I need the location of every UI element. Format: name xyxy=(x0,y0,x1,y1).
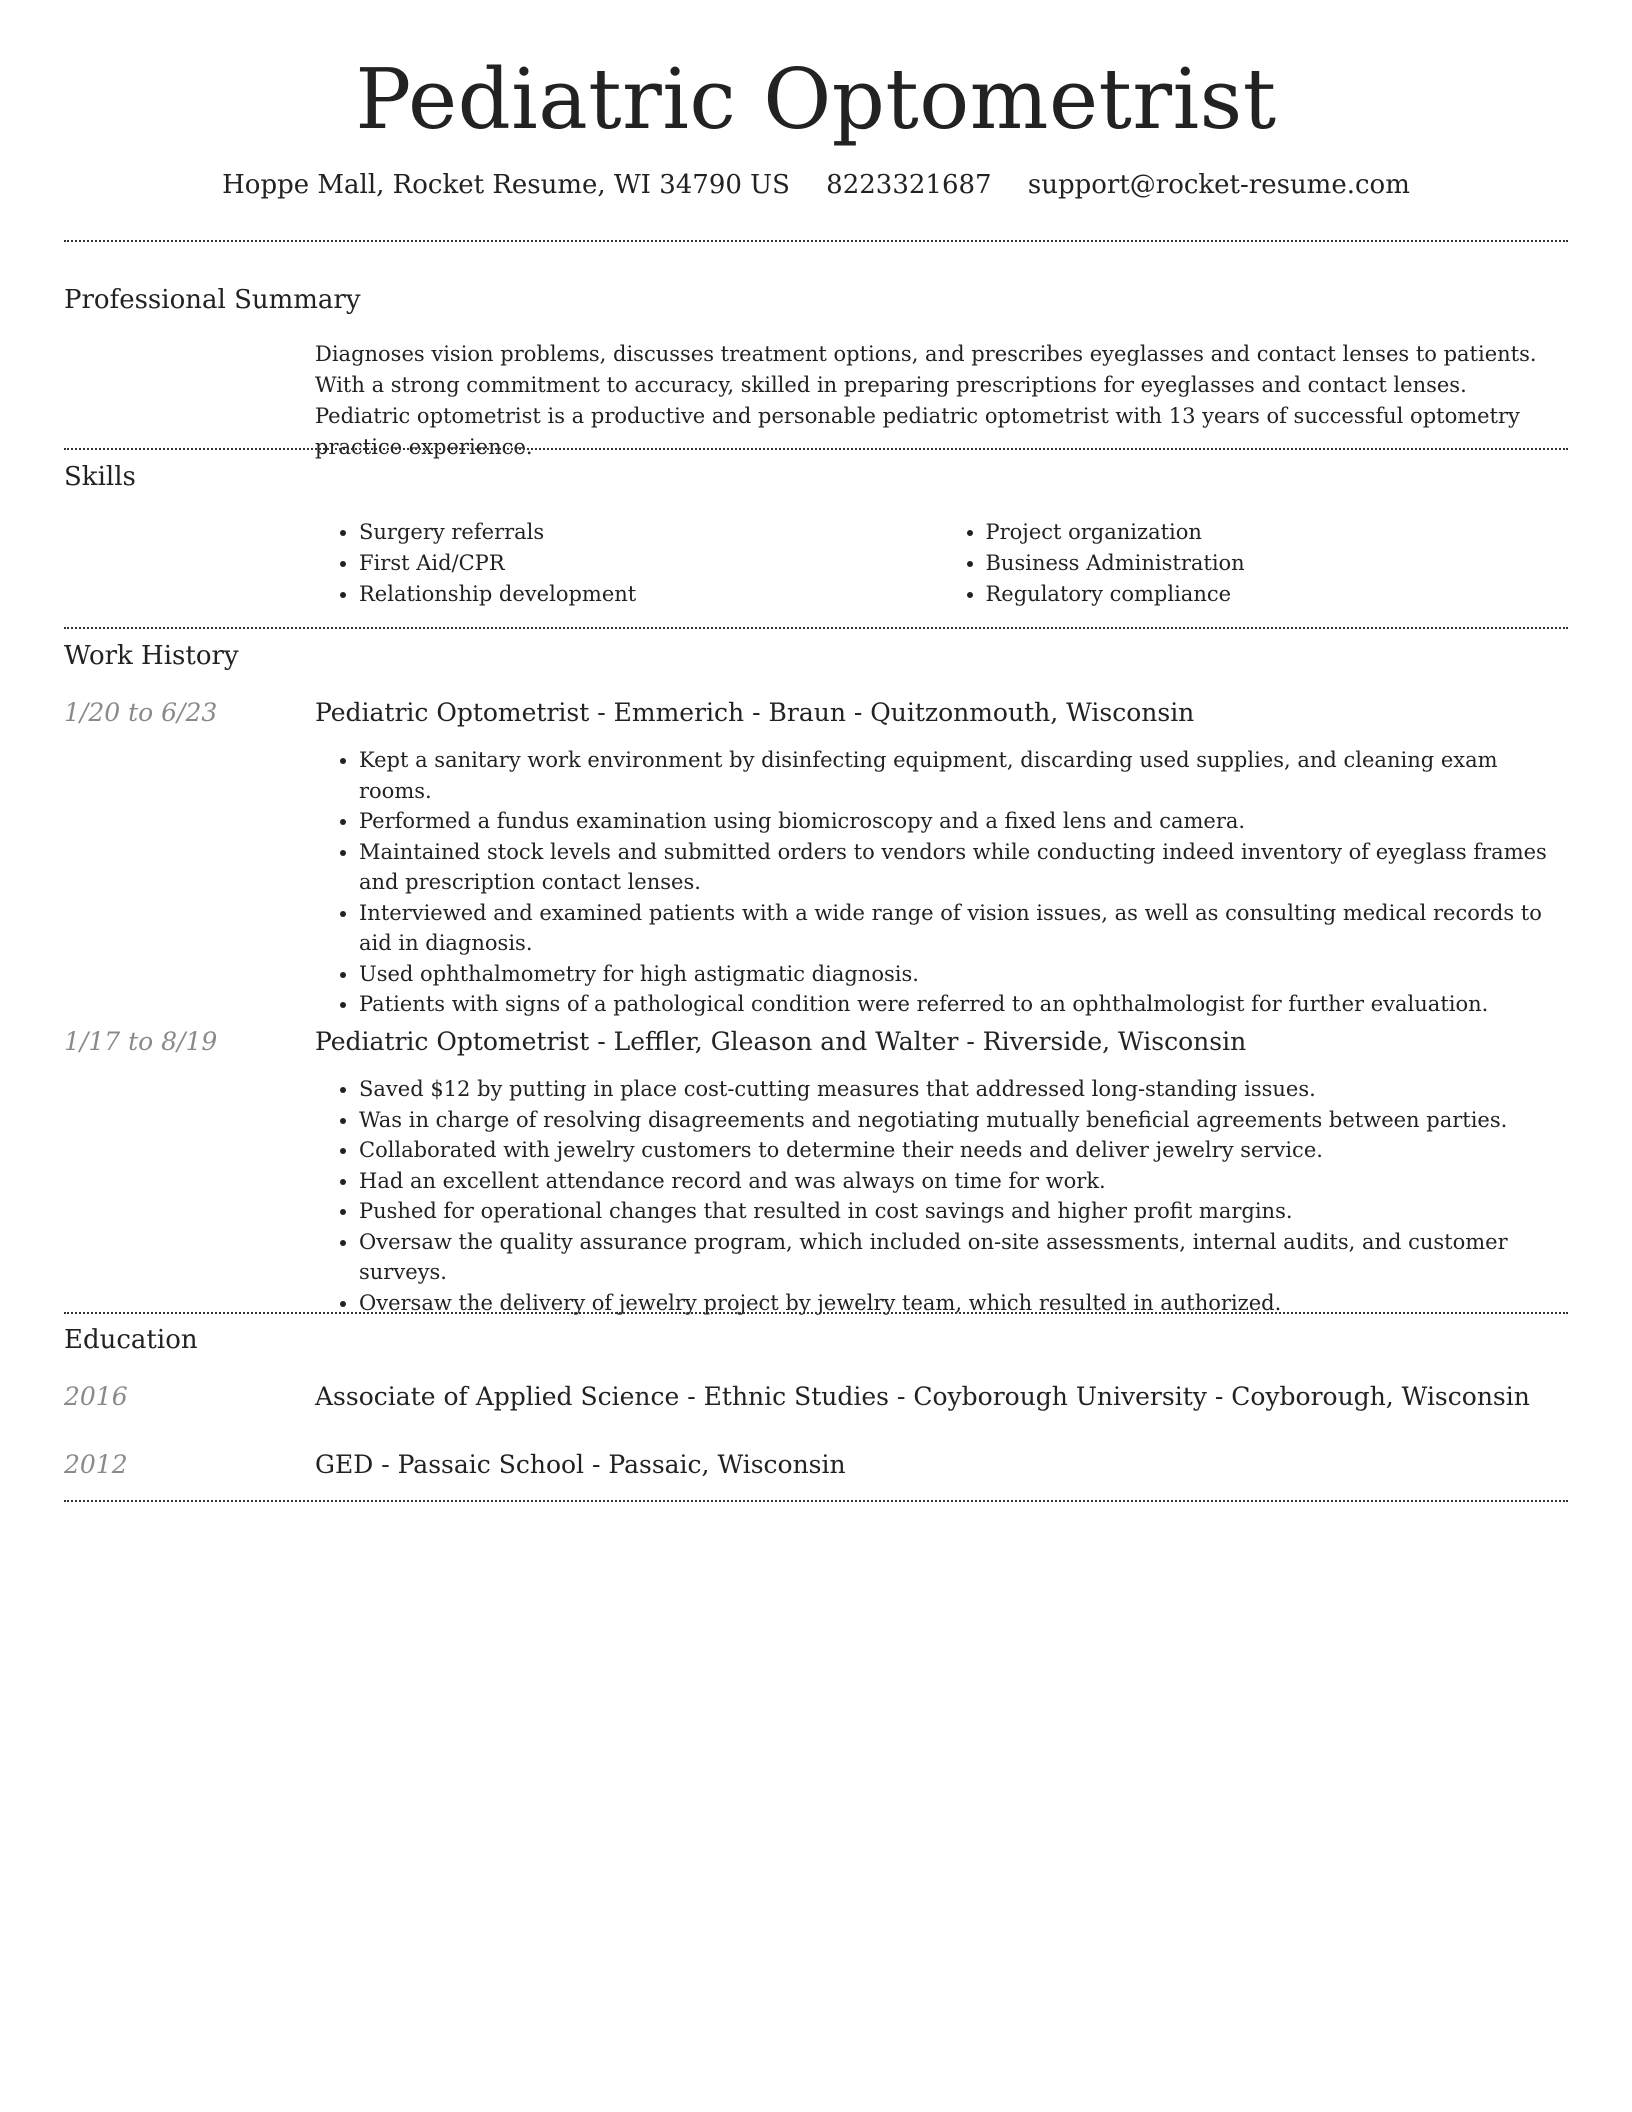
skill-item: • Regulatory compliance xyxy=(986,579,1569,610)
duty-item: • Kept a sanitary work environment by disinfecting equipment, discarding used supplies, and cleaning exam rooms. xyxy=(359,745,1568,806)
divider xyxy=(64,1312,1568,1314)
summary-text: Diagnoses vision problems, discusses treatment options, and prescribes eyeglasses and contact lenses to patients. With a strong commitment to accuracy, skilled in preparing prescriptions for eyeglasses and contact lenses. Pediatric optometrist is a productive and personable pediatric optometrist with 13 years of successful optometry practice experience. xyxy=(315,342,1537,459)
duty-item: • Saved $12 by putting in place cost-cutting measures that addressed long-standing issues. xyxy=(359,1074,1568,1105)
job-dates: 1/17 to 8/19 xyxy=(64,1027,218,1056)
job-title: Pediatric Optometrist - Leffler, Gleason and Walter - Riverside, Wisconsin xyxy=(315,1027,1247,1056)
resume-page xyxy=(64,0,1568,1479)
duty-item: • Collaborated with jewelry customers to determine their needs and deliver jewelry service. xyxy=(359,1135,1568,1166)
duty-item: • Had an excellent attendance record and was always on time for work. xyxy=(359,1166,1568,1197)
duty-item: • Was in charge of resolving disagreements and negotiating mutually beneficial agreements between parties. xyxy=(359,1105,1568,1136)
divider xyxy=(64,240,1568,242)
contact-phone: 8223321687 xyxy=(826,170,992,200)
duty-item: • Interviewed and examined patients with a wide range of vision issues, as well as consulting medical records to aid in diagnosis. xyxy=(359,898,1568,959)
skills-column-right xyxy=(942,517,1569,610)
skill-item: • Surgery referrals xyxy=(359,517,942,548)
contact-address: Hoppe Mall, Rocket Resume, WI 34790 US xyxy=(222,170,790,200)
summary-heading: Professional Summary xyxy=(64,285,361,315)
divider xyxy=(64,627,1568,629)
education-year: 2012 xyxy=(64,1450,128,1479)
skills-heading: Skills xyxy=(64,462,136,492)
education-heading: Education xyxy=(64,1325,198,1355)
education-year: 2016 xyxy=(64,1382,128,1411)
duty-item: • Oversaw the quality assurance program, which included on-site assessments, internal audits, and customer surveys. xyxy=(359,1227,1568,1288)
duty-item: • Patients with signs of a pathological condition were referred to an ophthalmologist for further evaluation. xyxy=(359,989,1568,1020)
divider xyxy=(64,448,1568,450)
skill-item: • First Aid/CPR xyxy=(359,548,942,579)
divider xyxy=(64,1500,1568,1502)
duty-item: • Performed a fundus examination using biomicroscopy and a fixed lens and camera. xyxy=(359,806,1568,837)
duty-item: • Pushed for operational changes that resulted in cost savings and higher profit margins. xyxy=(359,1196,1568,1227)
work-history-heading: Work History xyxy=(64,641,239,671)
duty-item: • Maintained stock levels and submitted orders to vendors while conducting indeed inventory of eyeglass frames and prescription contact lenses. xyxy=(359,837,1568,898)
skills-column-left xyxy=(315,517,942,610)
duty-item: • Oversaw the delivery of jewelry project by jewelry team, which resulted in authorized. xyxy=(359,1288,1568,1319)
job-duties xyxy=(315,1074,1568,1318)
contact-email: support@rocket-resume.com xyxy=(1027,170,1410,200)
job-title: Pediatric Optometrist - Emmerich - Braun - Quitzonmouth, Wisconsin xyxy=(315,698,1195,727)
skill-item: • Business Administration xyxy=(986,548,1569,579)
skill-item: • Project organization xyxy=(986,517,1569,548)
duty-item: • Used ophthalmometry for high astigmatic diagnosis. xyxy=(359,959,1568,990)
education-entry: GED - Passaic School - Passaic, Wisconsin xyxy=(315,1450,846,1479)
resume-title: Pediatric Optometrist xyxy=(355,51,1277,148)
skills-list xyxy=(315,517,1568,610)
contact-line xyxy=(64,168,1568,202)
education-entry: Associate of Applied Science - Ethnic Studies - Coyborough University - Coyborough, Wisconsin xyxy=(315,1382,1530,1411)
job-dates: 1/20 to 6/23 xyxy=(64,698,218,727)
skill-item: • Relationship development xyxy=(359,579,942,610)
job-duties xyxy=(315,745,1568,1020)
